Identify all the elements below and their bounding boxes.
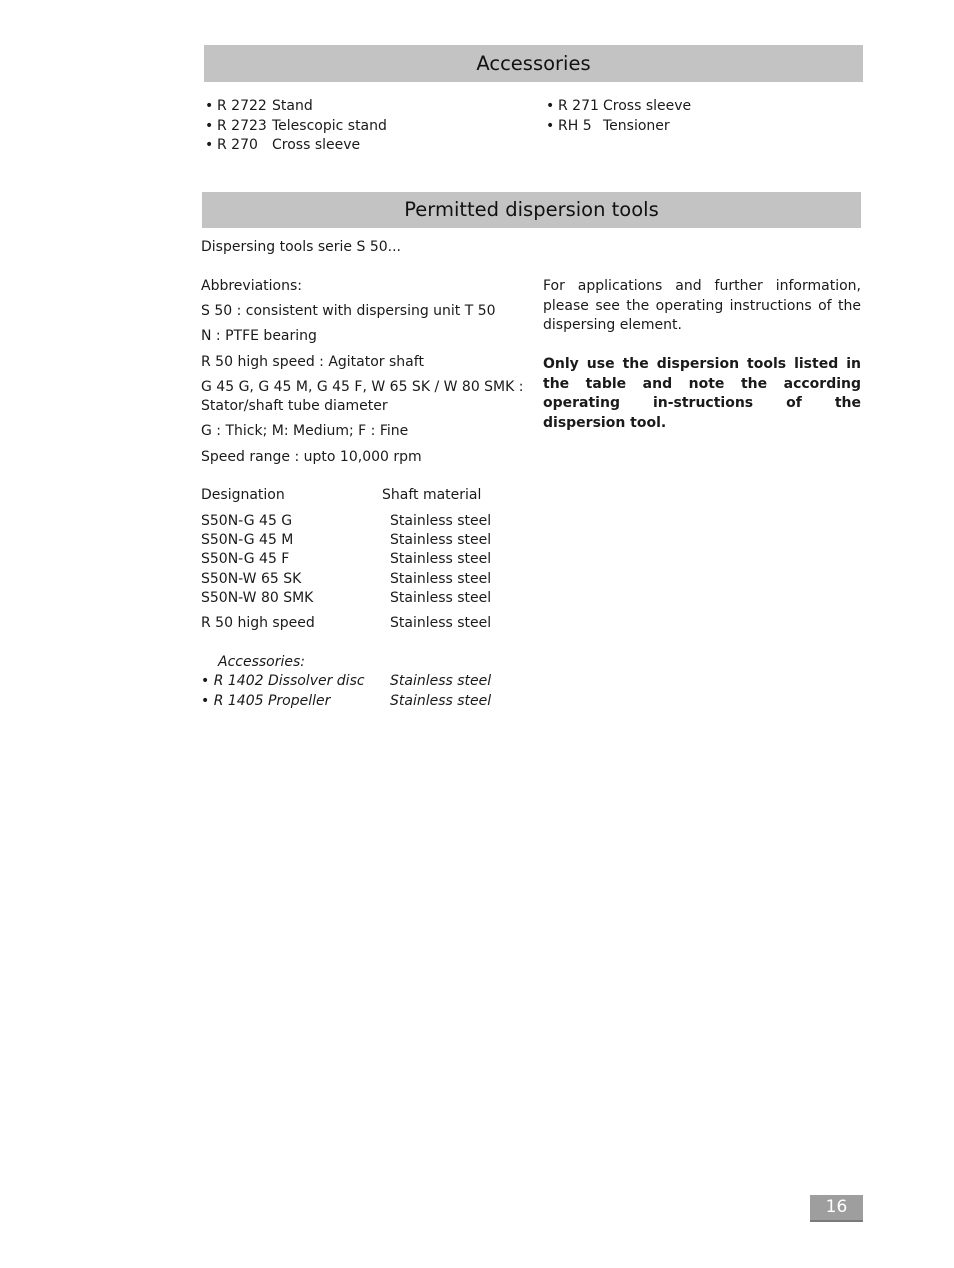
shaft-material-header: Shaft material bbox=[382, 487, 482, 503]
page-number: 16 bbox=[810, 1195, 863, 1222]
abbrev-item: S 50 : consistent with dispersing unit T 50 bbox=[201, 303, 496, 319]
abbreviations-heading: Abbreviations: bbox=[201, 278, 302, 294]
abbrev-item: G 45 G, G 45 M, G 45 F, W 65 SK / W 80 SMK : bbox=[201, 379, 524, 395]
table-row: S50N-G 45 M Stainless steel bbox=[201, 532, 492, 548]
table-row: R 50 high speed Stainless steel bbox=[201, 615, 492, 631]
accessories-list-right bbox=[546, 97, 691, 136]
table-row: S50N-W 65 SK Stainless steel bbox=[201, 571, 492, 587]
dispersion-heading: Permitted dispersion tools bbox=[202, 192, 861, 228]
abbrev-item: Stator/shaft tube diameter bbox=[201, 398, 388, 414]
table-accessories-heading: Accessories: bbox=[218, 654, 306, 670]
abbrev-item: N : PTFE bearing bbox=[201, 328, 317, 344]
abbrev-item: R 50 high speed : Agitator shaft bbox=[201, 354, 424, 370]
warning-paragraph: Only use the dispersion tools listed in the table and note the according operating in-structions of the dispersion tool. bbox=[543, 356, 861, 431]
list-item: • RH 5 Tensioner bbox=[546, 117, 670, 134]
table-row: S50N-W 80 SMK Stainless steel bbox=[201, 590, 492, 606]
dispersion-subtitle: Dispersing tools serie S 50... bbox=[201, 239, 401, 255]
table-row: S50N-G 45 F Stainless steel bbox=[201, 551, 492, 567]
list-item: • R 271 Cross sleeve bbox=[546, 98, 692, 114]
designation-header: Designation bbox=[201, 487, 285, 503]
table-row: • R 1405 Propeller Stainless steel bbox=[201, 693, 492, 709]
list-item: • R 270 Cross sleeve bbox=[205, 137, 361, 153]
abbrev-item: Speed range : upto 10,000 rpm bbox=[201, 449, 422, 465]
table-row: • R 1402 Dissolver disc Stainless steel bbox=[201, 673, 492, 689]
list-item: • R 2722 Stand bbox=[205, 98, 313, 114]
info-paragraph: For applications and further information, please see the operating instructions of the dispersing element. bbox=[543, 278, 861, 333]
accessories-list-left bbox=[205, 97, 387, 156]
list-item: • R 2723 Telescopic stand bbox=[205, 117, 387, 134]
abbrev-item: G : Thick; M: Medium; F : Fine bbox=[201, 423, 409, 439]
accessories-heading: Accessories bbox=[204, 45, 863, 82]
table-row: S50N-G 45 G Stainless steel bbox=[201, 513, 492, 529]
